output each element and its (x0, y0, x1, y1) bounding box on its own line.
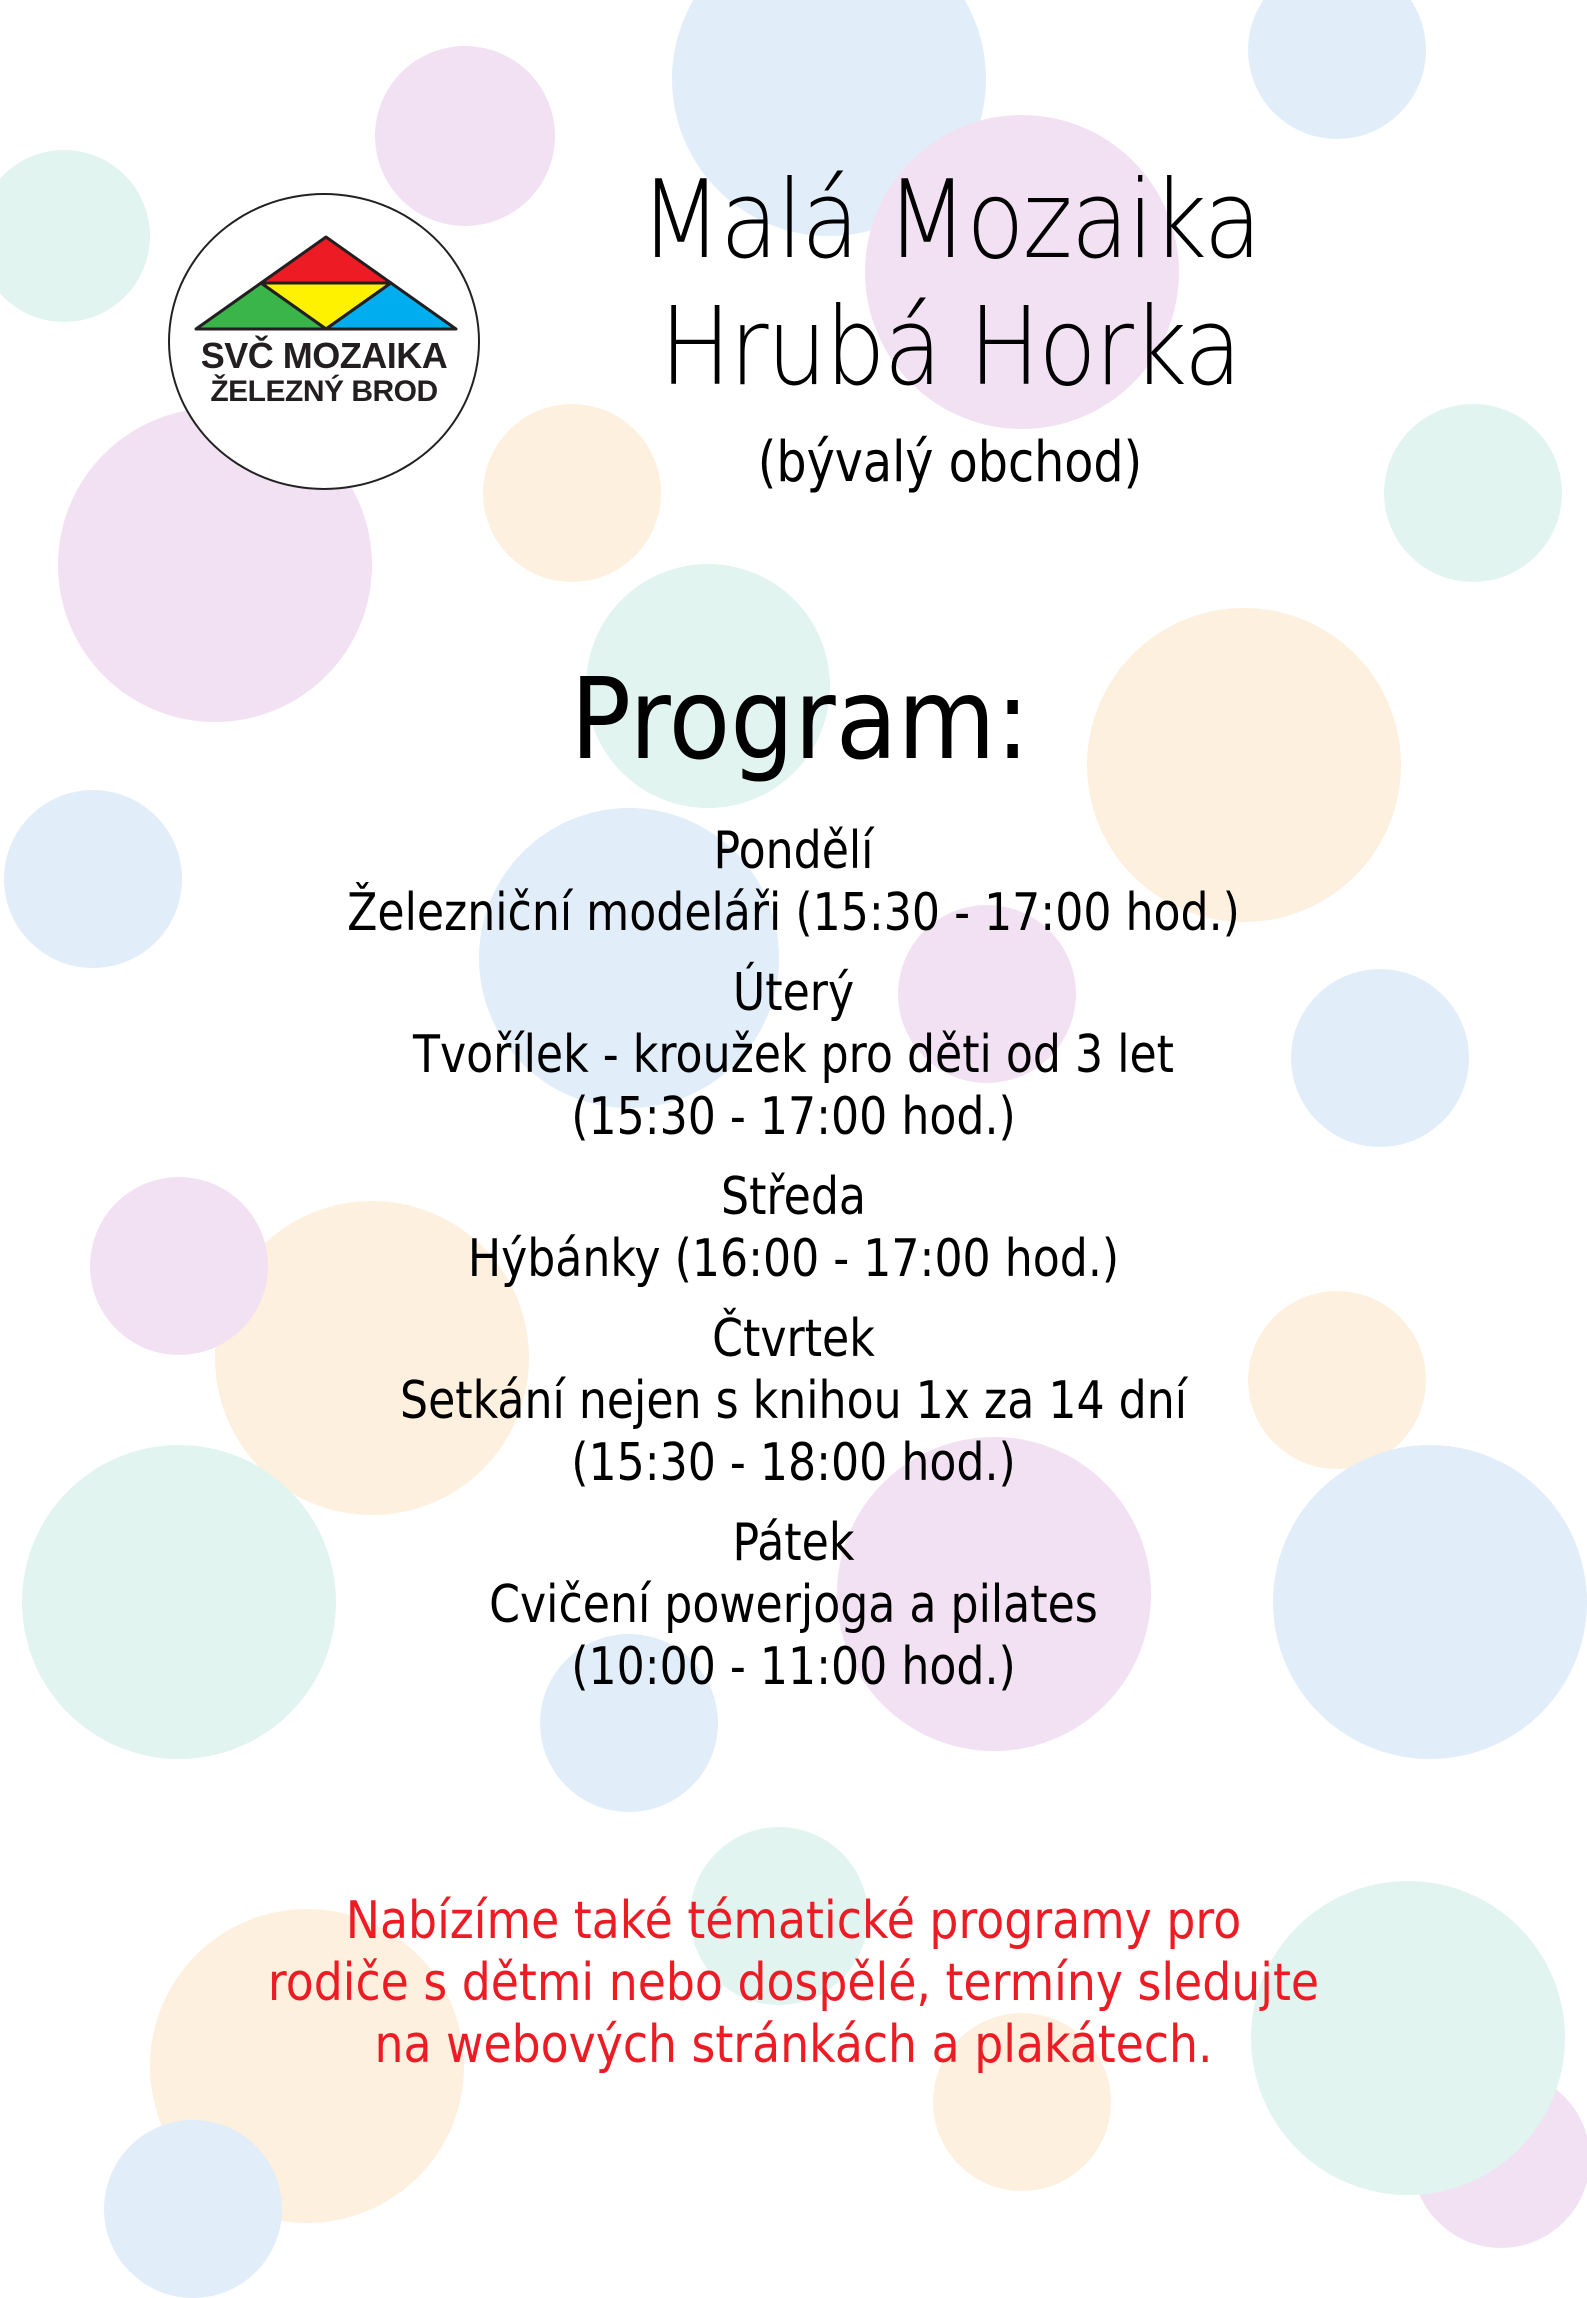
schedule-day-monday (100, 820, 1487, 944)
activity: Setkání nejen s knihou 1x za 14 dní (400, 1371, 1187, 1431)
note-line-3: na webových stránkách a plakátech. (374, 2015, 1213, 2075)
subtitle: (bývalý obchod) (757, 430, 1143, 495)
schedule-day-tuesday (100, 962, 1487, 1148)
activity: Cvičení powerjoga a pilates (489, 1575, 1098, 1635)
day-name: Středa (721, 1167, 866, 1227)
day-name: Čtvrtek (712, 1309, 875, 1369)
day-name: Pátek (732, 1513, 855, 1573)
weekly-schedule (100, 820, 1487, 1716)
activity: Tvořílek - kroužek pro děti od 3 let (412, 1025, 1175, 1085)
logo-text-line2: ŽELEZNÝ BROD (210, 375, 438, 408)
schedule-day-friday (100, 1512, 1487, 1698)
note-line-2: rodiče s dětmi nebo dospělé, termíny sledujte (267, 1953, 1320, 2013)
program-heading: Program: (570, 655, 1030, 785)
title-line-2: Hrubá Horka (659, 285, 1241, 410)
day-name: Úterý (732, 963, 855, 1023)
logo-text-line1: SVČ MOZAIKA (200, 335, 448, 376)
schedule-day-thursday (100, 1308, 1487, 1494)
schedule-day-wednesday (100, 1166, 1487, 1290)
info-note (201, 1890, 1386, 2076)
activity: Železniční modeláři (15:30 - 17:00 hod.) (347, 883, 1240, 943)
activity-time: (10:00 - 11:00 hod.) (571, 1637, 1016, 1697)
svc-mozaika-logo (168, 193, 480, 490)
note-line-1: Nabízíme také tématické programy pro (345, 1891, 1242, 1951)
title-line-1: Malá Mozaika (639, 158, 1261, 283)
day-name: Pondělí (713, 821, 874, 881)
activity-time: (15:30 - 17:00 hod.) (571, 1087, 1016, 1147)
activity: Hýbánky (16:00 - 17:00 hod.) (467, 1229, 1120, 1289)
tangram-triangle-icon (190, 233, 462, 343)
activity-time: (15:30 - 18:00 hod.) (571, 1433, 1016, 1493)
